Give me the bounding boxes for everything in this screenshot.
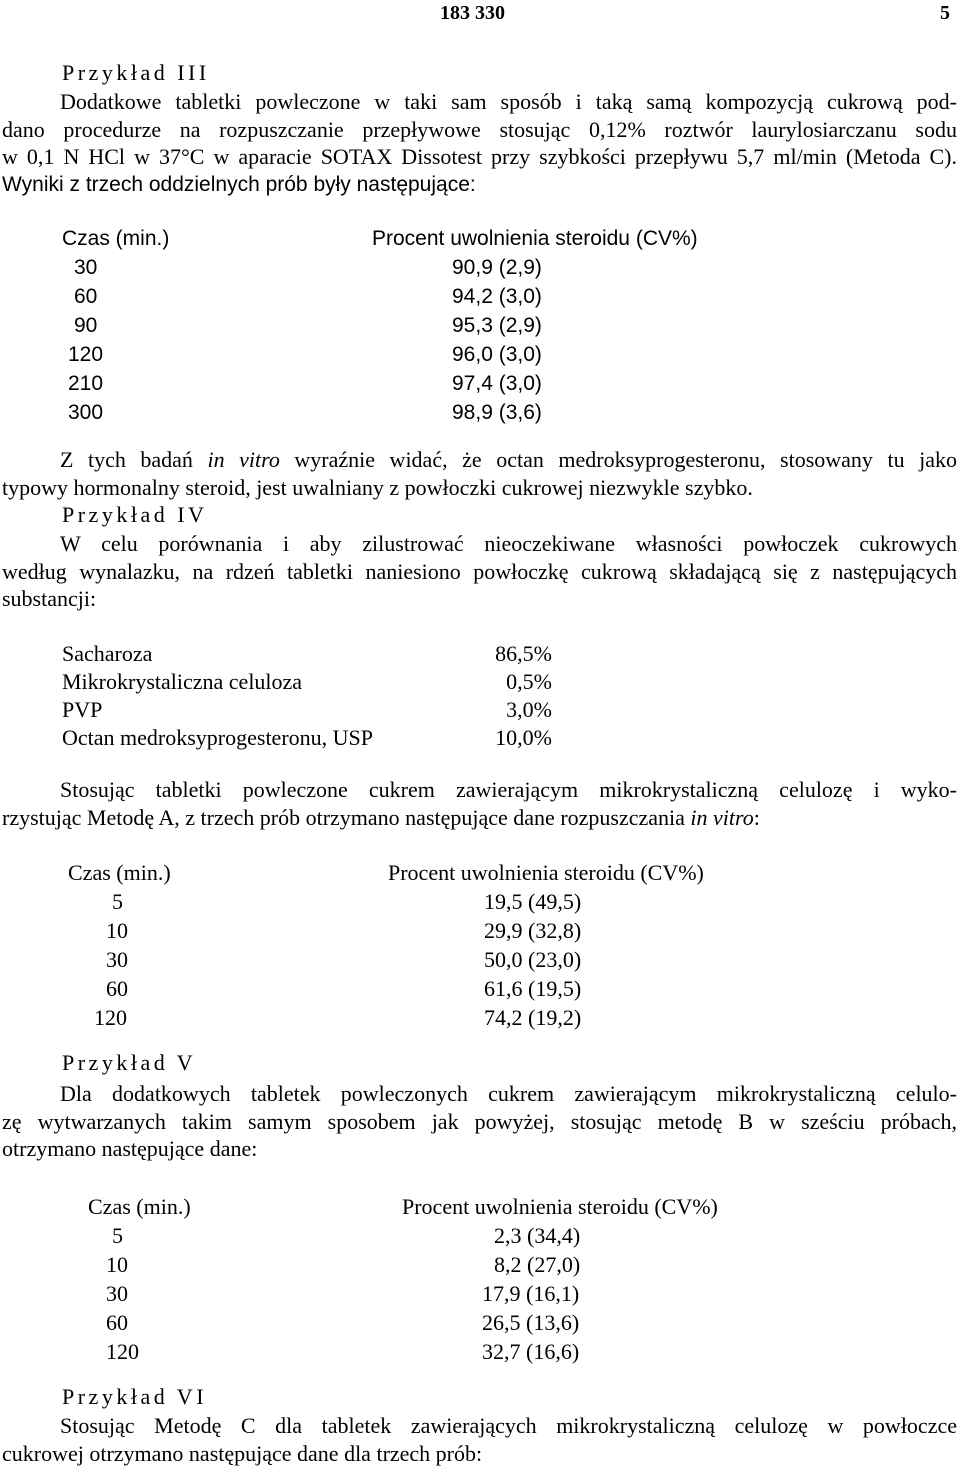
text-segment: rzystując Metodę A, z trzech prób otrzymano następujące dane rozpuszczania [2, 804, 691, 830]
release-cell: 97,4 (3,0) [452, 372, 542, 395]
time-cell: 60 [74, 285, 98, 308]
substance-percent: 0,5% [506, 669, 552, 694]
example-4-paragraph-2 [2, 776, 957, 831]
time-cell: 120 [68, 343, 104, 366]
release-cell: 90,9 (2,9) [452, 256, 542, 279]
table-row [68, 974, 828, 1003]
italic-term: in vitro [690, 804, 754, 830]
time-cell: 30 [106, 1281, 128, 1306]
release-cell: 61,6 (19,5) [484, 976, 582, 1001]
table-row [88, 1250, 848, 1279]
table-row [62, 253, 822, 282]
document-number: 183 330 [440, 2, 505, 24]
paragraph-line: cukrowej otrzymano następujące dane dla trzech prób: [2, 1440, 483, 1466]
substance-percent: 10,0% [495, 725, 552, 750]
time-cell: 210 [68, 372, 104, 395]
release-cell: 17,9 (16,1) [482, 1281, 580, 1306]
release-cell: 98,9 (3,6) [452, 401, 542, 424]
release-cell: 74,2 (19,2) [484, 1005, 582, 1030]
time-cell: 5 [112, 889, 123, 914]
substance-name: Octan medroksyprogesteronu, USP [62, 725, 374, 750]
release-cell: 32,7 (16,6) [482, 1339, 580, 1364]
example-5-paragraph [2, 1080, 957, 1163]
example-4-paragraph [2, 530, 957, 613]
substance-name: Mikrokrystaliczna celuloza [62, 669, 303, 694]
column-header-time: Czas (min.) [62, 227, 170, 250]
time-cell: 60 [106, 1310, 128, 1335]
table-row [68, 1003, 828, 1032]
paragraph-line [2, 804, 957, 832]
table-row [88, 1279, 848, 1308]
release-cell: 29,9 (32,8) [484, 918, 582, 943]
release-cell: 94,2 (3,0) [452, 285, 542, 308]
table-row [88, 1337, 848, 1366]
table-header-row [88, 1192, 848, 1221]
paragraph-line: W celu porównania i aby zilustrować nieoczekiwane własności powłoczek cukrowych [60, 531, 957, 556]
paragraph-line [2, 446, 957, 474]
table-row [68, 945, 828, 974]
time-cell: 30 [106, 947, 128, 972]
example-3-conclusion [2, 446, 957, 501]
substance-percent: 86,5% [495, 641, 552, 666]
column-header-release: Procent uwolnienia steroidu (CV%) [388, 860, 704, 885]
text-segment: Z tych badań [60, 447, 208, 472]
time-cell: 10 [106, 1252, 128, 1277]
table-row [62, 282, 822, 311]
time-cell: 300 [68, 401, 104, 424]
release-cell: 8,2 (27,0) [494, 1252, 581, 1277]
table-row [62, 398, 822, 427]
time-cell: 120 [94, 1005, 127, 1030]
release-cell: 26,5 (13,6) [482, 1310, 580, 1335]
table-row [62, 311, 822, 340]
table-row [68, 887, 828, 916]
example-4-table [68, 858, 828, 1032]
column-header-release: Procent uwolnienia steroidu (CV%) [372, 227, 698, 250]
paragraph-line: substancji: [2, 586, 97, 611]
example-6-heading: Przykład VI [62, 1384, 208, 1409]
table-header-row [62, 224, 822, 253]
release-cell: 95,3 (2,9) [452, 314, 542, 337]
paragraph-line: Wyniki z trzech oddzielnych prób były następujące: [2, 172, 476, 196]
release-cell: 96,0 (3,0) [452, 343, 542, 366]
substance-name: PVP [62, 697, 103, 722]
time-cell: 30 [74, 256, 98, 279]
italic-term: in vitro [207, 447, 280, 472]
example-4-heading: Przykład IV [62, 502, 208, 527]
paragraph-line: dano procedurze na rozpuszczanie przepływowe stosując 0,12% roztwór laurylosiarczanu sodu [2, 116, 957, 142]
paragraph-line: według wynalazku, na rdzeń tabletki naniesiono powłoczkę cukrową składającą się z następujących [2, 558, 957, 584]
paragraph-line: w 0,1 N HCl w 37°C w aparacie SOTAX Dissotest przy szybkości przepływu 5,7 ml/min (Metoda C). [2, 144, 957, 169]
example-3-heading: Przykład III [62, 60, 210, 85]
example-3-paragraph [2, 88, 957, 198]
time-cell: 120 [106, 1339, 139, 1364]
time-cell: 90 [74, 314, 98, 337]
release-cell: 19,5 (49,5) [484, 889, 582, 914]
table-row [88, 1221, 848, 1250]
release-cell: 2,3 (34,4) [494, 1223, 581, 1248]
time-cell: 5 [112, 1223, 123, 1248]
substance-percent: 3,0% [506, 697, 552, 722]
page-number: 5 [940, 2, 950, 24]
text-segment: wyraźnie widać, że octan medroksyprogesteronu, stosowany tu jako [279, 447, 957, 472]
paragraph-line: Dla dodatkowych tabletek powleczonych cukrem zawierającym mikrokrystaliczną celulo- [60, 1081, 957, 1106]
paragraph-line: Stosując Metodę C dla tabletek zawierających mikrokrystaliczną celulozę w powłoczce [60, 1413, 957, 1438]
table-header-row [68, 858, 828, 887]
time-cell: 10 [106, 918, 128, 943]
example-5-table [88, 1192, 848, 1366]
example-6-paragraph [2, 1412, 957, 1467]
column-header-release: Procent uwolnienia steroidu (CV%) [402, 1194, 718, 1219]
table-row [62, 369, 822, 398]
example-5-heading: Przykład V [62, 1050, 197, 1075]
release-cell: 50,0 (23,0) [484, 947, 582, 972]
table-row [62, 340, 822, 369]
time-cell: 60 [106, 976, 128, 1001]
paragraph-line: zę wytwarzanych takim samym sposobem jak powyżej, stosując metodę B w sześciu próbach, [2, 1108, 957, 1134]
column-header-time: Czas (min.) [68, 860, 171, 885]
text-segment: : [753, 804, 760, 830]
column-header-time: Czas (min.) [88, 1194, 191, 1219]
paragraph-line: typowy hormonalny steroid, jest uwalniany z powłoczki cukrowej niezwykle szybko. [2, 474, 753, 500]
table-row [88, 1308, 848, 1337]
paragraph-line: Stosując tabletki powleczone cukrem zawierającym mikrokrystaliczną celulozę i wyko- [60, 777, 957, 802]
table-row [68, 916, 828, 945]
substance-name: Sacharoza [62, 641, 153, 666]
paragraph-line: otrzymano następujące dane: [2, 1136, 258, 1161]
example-3-table [62, 224, 822, 427]
paragraph-line: Dodatkowe tabletki powleczone w taki sam sposób i taką samą kompozycją cukrową pod- [60, 89, 957, 114]
